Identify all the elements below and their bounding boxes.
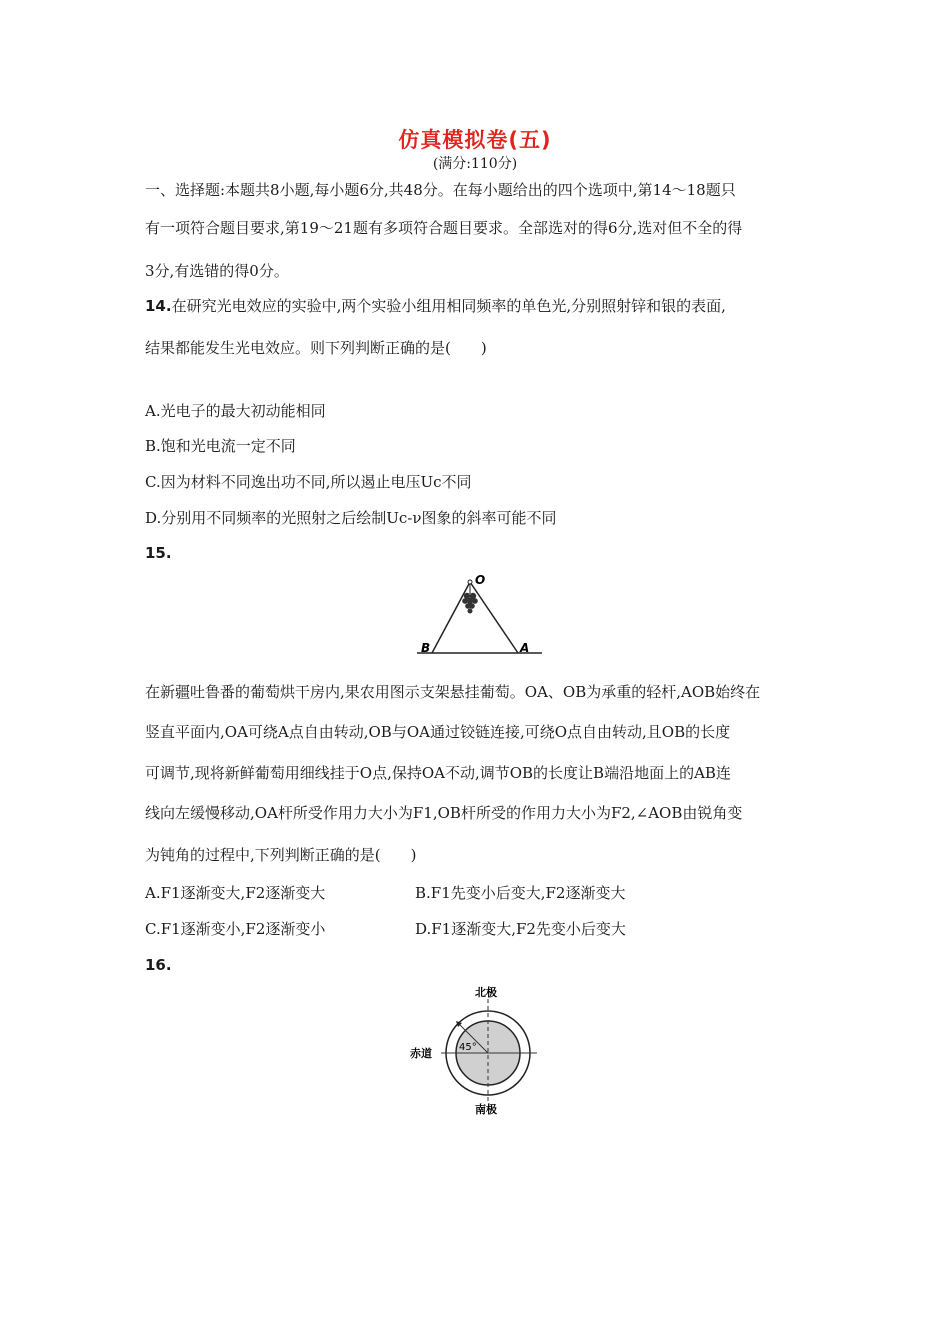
label-b: B [421,641,431,655]
rod-oa [470,582,518,653]
q14-option-b: B.饱和光电流一定不同 [145,437,296,455]
q14-option-d: D.分别用不同频率的光照射之后绘制Uc-ν图象的斜率可能不同 [145,509,557,527]
grape-bunch-icon [462,593,478,614]
q16-number: 16. [145,956,172,974]
instruction-line-1: 一、选择题:本题共8小题,每小题6分,共48分。在每小题给出的四个选项中,第14～18题只 [145,181,736,199]
label-a: A [520,641,530,655]
instruction-line-3: 3分,有选错的得0分。 [145,262,289,280]
label-o: O [475,573,486,587]
instruction-line-2: 有一项符合题目要求,第19～21题有多项符合题目要求。全部选对的得6分,选对但不全的得 [145,219,743,237]
hinge-o [468,580,472,584]
label-south: 南极 [475,1103,497,1116]
label-angle: 45° [459,1042,477,1053]
q14-stem-line-1 [145,296,726,316]
q15-stem-line-4: 线向左缓慢移动,OA杆所受作用力大小为F1,OB杆所受的作用力大小为F2,∠AOB由锐角变 [145,804,743,822]
q15-option-b: B.F1先变小后变大,F2逐渐变大 [415,884,626,902]
q15-option-a: A.F1逐渐变大,F2逐渐变大 [145,884,326,902]
q15-option-c: C.F1逐渐变小,F2逐渐变小 [145,920,326,938]
q15-stem-line-1: 在新疆吐鲁番的葡萄烘干房内,果农用图示支架悬挂葡萄。OA、OB为承重的轻杆,AOB始终在 [145,683,761,701]
q15-stem-line-2: 竖直平面内,OA可绕A点自由转动,OB与OA通过铰链连接,可绕O点自由转动,且OB的长度 [145,723,731,741]
q14-number: 14. [145,297,172,315]
q15-figure-bracket [410,572,550,662]
rod-ob [432,582,470,653]
q14-option-a: A.光电子的最大初动能相同 [145,402,326,420]
page-title: 仿真模拟卷(五) [398,128,552,152]
q14-stem-line-2: 结果都能发生光电效应。则下列判断正确的是( ) [145,339,487,357]
label-north: 北极 [475,986,497,999]
q15-stem-line-3: 可调节,现将新鲜葡萄用细线挂于O点,保持OA不动,调节OB的长度让B端沿地面上的AB连 [145,764,731,782]
q15-option-d: D.F1逐渐变大,F2先变小后变大 [415,920,626,938]
q16-figure-orbit [405,983,545,1118]
q15-number: 15. [145,544,172,562]
score-note: (满分:110分) [432,156,518,172]
label-equator: 赤道 [410,1047,432,1060]
q14-option-c: C.因为材料不同逸出功不同,所以遏止电压Uc不同 [145,473,472,491]
q15-stem-line-5: 为钝角的过程中,下列判断正确的是( ) [145,846,417,864]
q14-stem-text-1: 在研究光电效应的实验中,两个实验小组用相同频率的单色光,分别照射锌和银的表面, [171,297,726,315]
